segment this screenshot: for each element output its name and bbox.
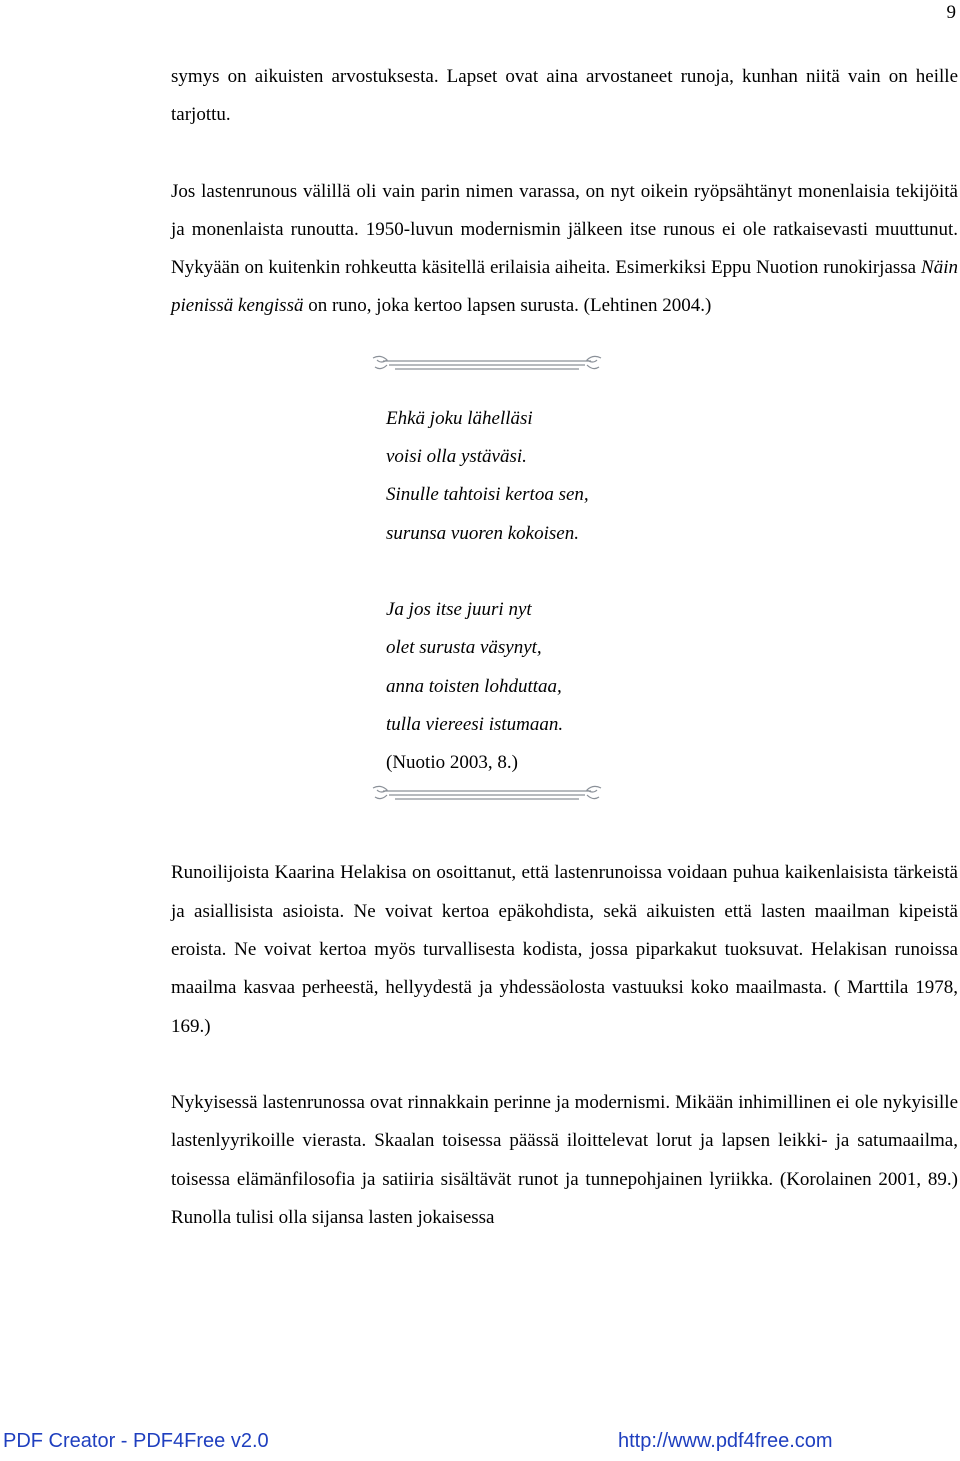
paragraph-helakisa: Runoilijoista Kaarina Helakisa on osoittanut, että lastenrunoissa voidaan puhua kaikenlaisista tärkeistä ja asiallisista asioista. Ne voivat kertoa epäkohdista, sekä aikuisten että lasten maailman kipeistä eroista. Ne voivat kertoa myös turvallisesta kodista, jossa piparkakut tuoksuvat. Helakisan runoissa maailma kasvaa perheestä, hellyydestä ja yhdessäolosta vastuuksi koko maailmasta. ( Marttila 1978, 169.) [171,862,958,1037]
poem-line: anna toisten lohduttaa, [386,675,562,697]
page-number: 9 [946,2,956,23]
poem-line: surunsa vuoren kokoisen. [386,522,579,544]
paragraph-modern-poetry [171,173,958,326]
paragraph-text: on runo, joka kertoo lapsen surusta. (Lehtinen 2004.) [303,295,712,317]
ornament-flourish-icon [369,782,605,812]
ornament-bottom [369,782,605,812]
paragraph-text: Jos lastenrunous välillä oli vain parin nimen varassa, on nyt oikein ryöpsähtänyt monenlaisia tekijöitä ja monenlaista runoutta. 1950-luvun modernismin jälkeen itse runous ei ole ratkaisevasti muuttunut. Nykyään on kuitenkin rohkeutta käsitellä erilaisia aiheita. Esimerkiksi Eppu Nuotion runokirjassa [171,180,958,279]
poem [386,400,958,783]
paragraph-intro: symys on aikuisten arvostuksesta. Lapset ovat aina arvostaneet runoja, kunhan niitä vain on heille tarjottu. [171,66,958,126]
poem-line: Ehkä joku lähelläsi [386,407,533,429]
poem-line: voisi olla ystäväsi. [386,446,527,468]
footer-creator-label: PDF Creator - PDF4Free v2.0 [3,1430,269,1452]
pdf-footer [3,1430,957,1460]
poem-citation: (Nuotio 2003, 8.) [386,752,518,774]
poem-line: Sinulle tahtoisi kertoa sen, [386,484,589,506]
poem-line: tulla viereesi istumaan. [386,713,564,735]
poem-line: Ja jos itse juuri nyt [386,598,532,620]
ornament-top [369,352,605,382]
poem-line: olet surusta väsynyt, [386,637,542,659]
book-title: Näin pienissä kengissä [171,257,958,317]
ornament-flourish-icon [369,352,605,382]
footer-url-link[interactable]: http://www.pdf4free.com [618,1430,833,1452]
stanza-gap [386,553,958,591]
page-content [171,58,958,1237]
paragraph-contemporary: Nykyisessä lastenrunossa ovat rinnakkain perinne ja modernismi. Mikään inhimillinen ei ole nykyisille lastenlyyrikoille vierasta. Skaalan toisessa päässä iloittelevat lorut ja lapsen leikki- ja satumaailma, toisessa elämänfilosofia ja satiiria sisältävät runot ja tunnepohjainen lyriikka. (Korolainen 2001, 89.) Runolla tulisi olla sijansa lasten jokaisessa [171,1091,958,1228]
